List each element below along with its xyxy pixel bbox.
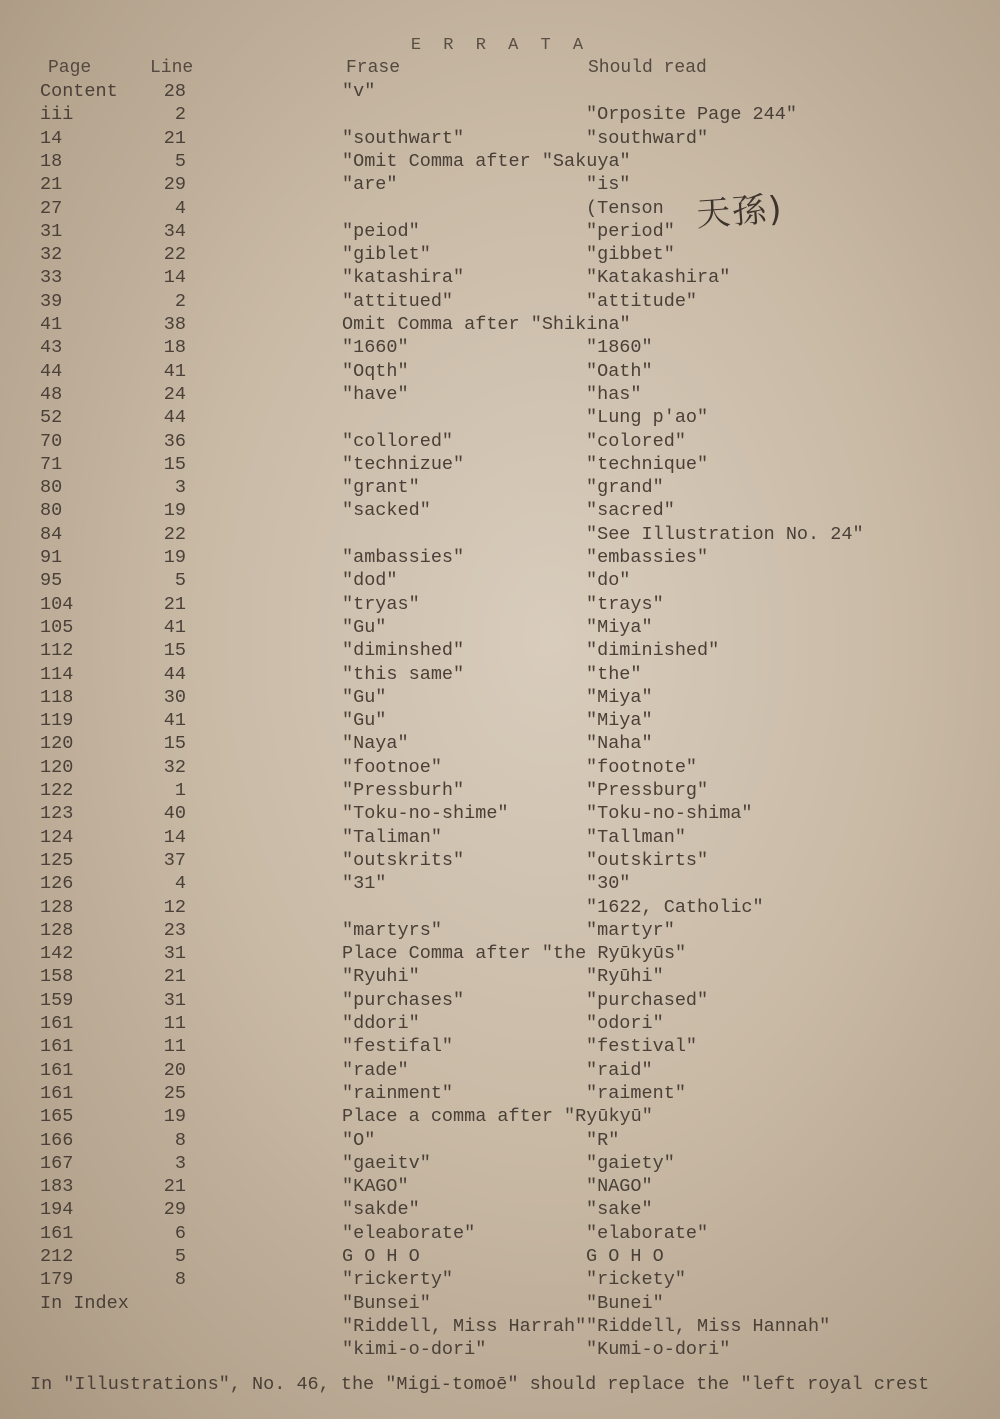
table-row xyxy=(0,686,1000,709)
cell-line: 23 xyxy=(163,919,186,941)
table-row xyxy=(0,826,1000,849)
cell-line: 41 xyxy=(163,710,186,732)
cell-frase: "rade" xyxy=(342,1059,409,1081)
cell-page: 161 xyxy=(40,1082,74,1104)
table-row xyxy=(0,499,1000,522)
table-row xyxy=(0,639,1000,662)
cell-line: 15 xyxy=(163,733,186,755)
table-row xyxy=(0,127,1000,150)
table-row xyxy=(0,1012,1000,1035)
cell-should-read: "purchased" xyxy=(586,989,709,1011)
cell-line: 20 xyxy=(163,1059,186,1081)
cell-should-read: "odori" xyxy=(586,1013,664,1034)
cell-line: 3 xyxy=(174,477,186,499)
cell-should-read: "martyr" xyxy=(586,919,675,941)
cell-page: 125 xyxy=(40,849,74,871)
cell-note: Place Comma after "the Ryūkyūs" xyxy=(342,943,687,965)
cell-page: 80 xyxy=(40,500,63,522)
cell-page: 52 xyxy=(40,407,63,429)
cell-line: 4 xyxy=(174,873,186,895)
cell-line: 21 xyxy=(163,966,186,988)
cell-line: 25 xyxy=(163,1082,186,1104)
table-row xyxy=(0,1035,1000,1058)
cell-frase: "tryas" xyxy=(342,593,420,615)
cell-should-read: "sake" xyxy=(586,1199,653,1221)
cell-should-read: (Tenson xyxy=(586,197,664,219)
cell-should-read: "sacred" xyxy=(586,500,675,522)
cell-line: 5 xyxy=(174,1246,186,1267)
cell-frase: "sakde" xyxy=(342,1199,420,1221)
cell-frase: "purchases" xyxy=(342,989,465,1011)
cell-frase: "kimi-o-dori" xyxy=(342,1339,487,1361)
cell-line: 22 xyxy=(163,244,186,266)
cell-should-read: "30" xyxy=(586,873,631,895)
cell-page: 80 xyxy=(40,477,63,499)
cell-should-read: "Miya" xyxy=(586,616,653,638)
cell-page: 161 xyxy=(40,1036,74,1058)
cell-frase: "ddori" xyxy=(342,1013,420,1034)
cell-line: 14 xyxy=(163,826,186,848)
cell-frase: "rainment" xyxy=(342,1082,454,1104)
table-row xyxy=(0,406,1000,429)
table-row xyxy=(0,709,1000,732)
table-row xyxy=(0,1338,1000,1361)
cell-page: 212 xyxy=(40,1246,74,1267)
cell-should-read: "Pressburg" xyxy=(586,780,709,801)
cell-page: 159 xyxy=(40,989,74,1011)
cell-frase: "southwart" xyxy=(342,127,465,149)
cell-page: 161 xyxy=(40,1013,74,1034)
table-row xyxy=(0,849,1000,872)
table-row xyxy=(0,290,1000,313)
table-row xyxy=(0,1245,1000,1268)
cell-line: 4 xyxy=(174,197,186,219)
table-row xyxy=(0,569,1000,592)
cell-should-read: "raiment" xyxy=(586,1082,686,1104)
header-should-read: Should read xyxy=(588,58,707,78)
cell-page: 142 xyxy=(40,943,74,965)
cell-frase: "katashira" xyxy=(342,267,465,289)
cell-page: 124 xyxy=(40,826,74,848)
cell-should-read: "NAGO" xyxy=(586,1176,653,1198)
cell-line: 8 xyxy=(174,1129,186,1151)
cell-line: 24 xyxy=(163,383,186,405)
cell-page: 27 xyxy=(40,197,63,219)
cell-should-read: "colored" xyxy=(586,430,686,452)
cell-page: 21 xyxy=(40,174,63,196)
cell-frase: "KAGO" xyxy=(342,1176,409,1198)
cell-page: 166 xyxy=(40,1129,74,1151)
cell-page: 39 xyxy=(40,290,63,312)
cell-line: 31 xyxy=(163,943,186,965)
table-row xyxy=(0,197,1000,220)
table-row xyxy=(0,1222,1000,1245)
table-row xyxy=(0,942,1000,965)
cell-page: 41 xyxy=(40,314,63,335)
cell-line: 19 xyxy=(163,1106,186,1128)
cell-should-read: "R" xyxy=(586,1129,620,1151)
cell-page: 114 xyxy=(40,663,74,685)
cell-line: 18 xyxy=(163,337,186,359)
cell-page: 14 xyxy=(40,127,63,149)
table-row xyxy=(0,173,1000,196)
cell-should-read: "grand" xyxy=(586,477,664,499)
cell-line: 19 xyxy=(163,547,186,568)
cell-note: Place a comma after "Ryūkyū" xyxy=(342,1106,653,1128)
cell-should-read: G O H O xyxy=(586,1246,664,1267)
cell-line: 19 xyxy=(163,500,186,522)
cell-page: 179 xyxy=(40,1269,74,1291)
cell-page: 84 xyxy=(40,523,63,545)
cell-should-read: "embassies" xyxy=(586,547,709,568)
table-row xyxy=(0,919,1000,942)
table-row xyxy=(0,220,1000,243)
cell-line: 8 xyxy=(174,1269,186,1291)
table-row xyxy=(0,663,1000,686)
cell-frase: "v" xyxy=(342,81,376,102)
cell-page: 167 xyxy=(40,1152,74,1174)
cell-page: 194 xyxy=(40,1199,74,1221)
cell-should-read: "diminished" xyxy=(586,640,720,662)
cell-frase: "ambassies" xyxy=(342,547,465,568)
cell-line: 30 xyxy=(163,686,186,708)
cell-page: 165 xyxy=(40,1106,74,1128)
cell-line: 37 xyxy=(163,849,186,871)
cell-should-read: "See Illustration No. 24" xyxy=(586,523,864,545)
cell-frase: "Gu" xyxy=(342,710,387,732)
table-row xyxy=(0,1268,1000,1291)
cell-should-read: "raid" xyxy=(586,1059,653,1081)
cell-frase: "O" xyxy=(342,1129,376,1151)
table-row xyxy=(0,383,1000,406)
cell-should-read: "Orposite Page 244" xyxy=(586,104,797,126)
cell-frase: "dod" xyxy=(342,570,398,592)
table-row xyxy=(0,360,1000,383)
table-row xyxy=(0,872,1000,895)
cell-page: 112 xyxy=(40,640,74,662)
cell-should-read: "period" xyxy=(586,220,675,242)
cell-page: iii xyxy=(40,104,74,126)
cell-page: 158 xyxy=(40,966,74,988)
cell-line: 5 xyxy=(174,570,186,592)
cell-page: 44 xyxy=(40,360,63,382)
cell-page: 48 xyxy=(40,383,63,405)
cell-page: 33 xyxy=(40,267,63,289)
cell-frase: "technizue" xyxy=(342,453,465,475)
cell-line: 21 xyxy=(163,127,186,149)
cell-page: 118 xyxy=(40,686,74,708)
table-row xyxy=(0,103,1000,126)
cell-page: 70 xyxy=(40,430,63,452)
cell-should-read: "1622, Catholic" xyxy=(586,896,764,918)
cell-should-read: "festival" xyxy=(586,1036,698,1058)
cell-frase: "peiod" xyxy=(342,220,420,242)
table-row xyxy=(0,802,1000,825)
cell-frase: "are" xyxy=(342,174,398,196)
table-row xyxy=(0,243,1000,266)
cell-should-read: "Riddell, Miss Hannah" xyxy=(586,1315,831,1337)
cell-page: 128 xyxy=(40,919,74,941)
cell-should-read: "footnote" xyxy=(586,756,698,778)
cell-page: 126 xyxy=(40,873,74,895)
table-row xyxy=(0,616,1000,639)
cell-line: 41 xyxy=(163,616,186,638)
table-row xyxy=(0,756,1000,779)
header-frase: Frase xyxy=(346,58,401,78)
table-row xyxy=(0,80,1000,103)
table-row xyxy=(0,896,1000,919)
cell-line: 36 xyxy=(163,430,186,452)
cell-page: 120 xyxy=(40,733,74,755)
cell-line: 21 xyxy=(163,593,186,615)
cell-frase: "footnoe" xyxy=(342,756,442,778)
cell-page: 95 xyxy=(40,570,63,592)
cell-frase: "martyrs" xyxy=(342,919,442,941)
table-row xyxy=(0,150,1000,173)
table-row xyxy=(0,1152,1000,1175)
cell-frase: "Toku-no-shime" xyxy=(342,803,509,825)
cell-frase: "rickerty" xyxy=(342,1269,454,1291)
table-row xyxy=(0,336,1000,359)
cell-frase: "festifal" xyxy=(342,1036,454,1058)
table-row xyxy=(0,313,1000,336)
cell-should-read: "outskirts" xyxy=(586,849,709,871)
cell-should-read: "Toku-no-shima" xyxy=(586,803,753,825)
cell-frase: "Pressburh" xyxy=(342,780,465,801)
cell-line: 32 xyxy=(163,756,186,778)
cell-frase: "Taliman" xyxy=(342,826,442,848)
cell-frase: "diminshed" xyxy=(342,640,465,662)
table-row xyxy=(0,453,1000,476)
cell-should-read: "Oath" xyxy=(586,360,653,382)
cell-note: Omit Comma after "Shikina" xyxy=(342,314,631,335)
table-row xyxy=(0,779,1000,802)
cell-line: 29 xyxy=(163,174,186,196)
cell-frase: "1660" xyxy=(342,337,409,359)
header-page: Page xyxy=(48,58,92,78)
cell-frase: "Bunsei" xyxy=(342,1292,431,1314)
cell-page: 31 xyxy=(40,220,63,242)
cell-should-read: "technique" xyxy=(586,453,709,475)
cell-should-read: "Tallman" xyxy=(586,826,686,848)
cell-line: 34 xyxy=(163,220,186,242)
cell-page: 183 xyxy=(40,1176,74,1198)
cell-line: 11 xyxy=(163,1013,186,1034)
cell-frase: "sacked" xyxy=(342,500,431,522)
cell-line: 15 xyxy=(163,640,186,662)
cell-page: 91 xyxy=(40,547,63,568)
cell-should-read: "attitude" xyxy=(586,290,698,312)
cell-page: 161 xyxy=(40,1059,74,1081)
cell-frase: "this same" xyxy=(342,663,465,685)
table-row xyxy=(0,430,1000,453)
cell-page: 43 xyxy=(40,337,63,359)
cell-should-read: "gibbet" xyxy=(586,244,675,266)
cell-frase: "attitued" xyxy=(342,290,454,312)
cell-should-read: "Ryūhi" xyxy=(586,966,664,988)
cell-should-read: "do" xyxy=(586,570,631,592)
cell-should-read: "Miya" xyxy=(586,710,653,732)
cell-page: 123 xyxy=(40,803,74,825)
cell-should-read: "has" xyxy=(586,383,642,405)
table-row xyxy=(0,523,1000,546)
table-row xyxy=(0,965,1000,988)
cell-line: 2 xyxy=(174,104,186,126)
cell-page: 18 xyxy=(40,150,63,172)
cell-frase: "collored" xyxy=(342,430,454,452)
table-row xyxy=(0,1315,1000,1338)
cell-should-read: "Bunei" xyxy=(586,1292,664,1314)
cell-line: 14 xyxy=(163,267,186,289)
table-row xyxy=(0,1175,1000,1198)
cell-line: 29 xyxy=(163,1199,186,1221)
cell-line: 21 xyxy=(163,1176,186,1198)
cell-should-read: "rickety" xyxy=(586,1269,686,1291)
table-row xyxy=(0,1105,1000,1128)
table-row xyxy=(0,732,1000,755)
footer-note: In "Illustrations", No. 46, the "Migi-tomoē" should replace the "left royal crest xyxy=(30,1374,930,1395)
cell-should-read: "southward" xyxy=(586,127,709,149)
cell-line: 5 xyxy=(174,150,186,172)
cell-page: 105 xyxy=(40,616,74,638)
cell-frase: "Oqth" xyxy=(342,360,409,382)
table-row xyxy=(0,266,1000,289)
cell-page: 128 xyxy=(40,896,74,918)
cell-page: 32 xyxy=(40,244,63,266)
table-row xyxy=(0,1082,1000,1105)
cell-should-read: "Katakashira" xyxy=(586,267,731,289)
cell-page: 161 xyxy=(40,1222,74,1244)
cell-line: 6 xyxy=(174,1222,186,1244)
cell-frase: "Gu" xyxy=(342,616,387,638)
cell-should-read: "is" xyxy=(586,174,631,196)
cell-page: 119 xyxy=(40,710,74,732)
cell-frase: G O H O xyxy=(342,1246,420,1267)
cell-frase: "Naya" xyxy=(342,733,409,755)
cell-frase: "Gu" xyxy=(342,686,387,708)
cell-line: 22 xyxy=(163,523,186,545)
cell-line: 11 xyxy=(163,1036,186,1058)
table-row xyxy=(0,1292,1000,1315)
cell-page: 122 xyxy=(40,780,74,801)
cell-line: 44 xyxy=(163,407,186,429)
cell-line: 38 xyxy=(163,314,186,335)
header-line: Line xyxy=(150,58,194,78)
cell-frase: "have" xyxy=(342,383,409,405)
table-row xyxy=(0,1059,1000,1082)
cell-line: 40 xyxy=(163,803,186,825)
cell-page: In Index xyxy=(40,1292,129,1314)
handwritten-note: 天孫) xyxy=(694,188,785,235)
cell-frase: "outskrits" xyxy=(342,849,465,871)
cell-line: 31 xyxy=(163,989,186,1011)
table-row xyxy=(0,989,1000,1012)
cell-line: 41 xyxy=(163,360,186,382)
table-row xyxy=(0,593,1000,616)
cell-should-read: "Naha" xyxy=(586,733,653,755)
cell-line: 2 xyxy=(174,290,186,312)
cell-line: 15 xyxy=(163,453,186,475)
cell-page: 104 xyxy=(40,593,74,615)
cell-should-read: "elaborate" xyxy=(586,1222,709,1244)
cell-line: 44 xyxy=(163,663,186,685)
cell-should-read: "the" xyxy=(586,663,642,685)
cell-line: 28 xyxy=(163,81,186,102)
cell-frase: "Riddell, Miss Harrah" xyxy=(342,1315,587,1337)
cell-frase: "giblet" xyxy=(342,244,431,266)
cell-should-read: "1860" xyxy=(586,337,653,359)
cell-line: 1 xyxy=(174,780,186,801)
table-row xyxy=(0,546,1000,569)
cell-should-read: "gaiety" xyxy=(586,1152,675,1174)
cell-page: Content xyxy=(40,81,118,102)
table-row xyxy=(0,1198,1000,1221)
table-row xyxy=(0,476,1000,499)
cell-frase: "31" xyxy=(342,873,387,895)
cell-should-read: "Lung p'ao" xyxy=(586,407,709,429)
page-title: E R R A T A xyxy=(410,36,590,55)
cell-frase: "eleaborate" xyxy=(342,1222,476,1244)
cell-frase: "grant" xyxy=(342,477,420,499)
cell-note: "Omit Comma after "Sakuya" xyxy=(342,150,631,172)
cell-frase: "gaeitv" xyxy=(342,1152,431,1174)
cell-page: 120 xyxy=(40,756,74,778)
cell-should-read: "Miya" xyxy=(586,686,653,708)
cell-line: 12 xyxy=(163,896,186,918)
table-row xyxy=(0,1129,1000,1152)
cell-should-read: "trays" xyxy=(586,593,664,615)
cell-frase: "Ryuhi" xyxy=(342,966,420,988)
cell-should-read: "Kumi-o-dori" xyxy=(586,1339,731,1361)
cell-line: 3 xyxy=(174,1152,186,1174)
cell-page: 71 xyxy=(40,453,63,475)
